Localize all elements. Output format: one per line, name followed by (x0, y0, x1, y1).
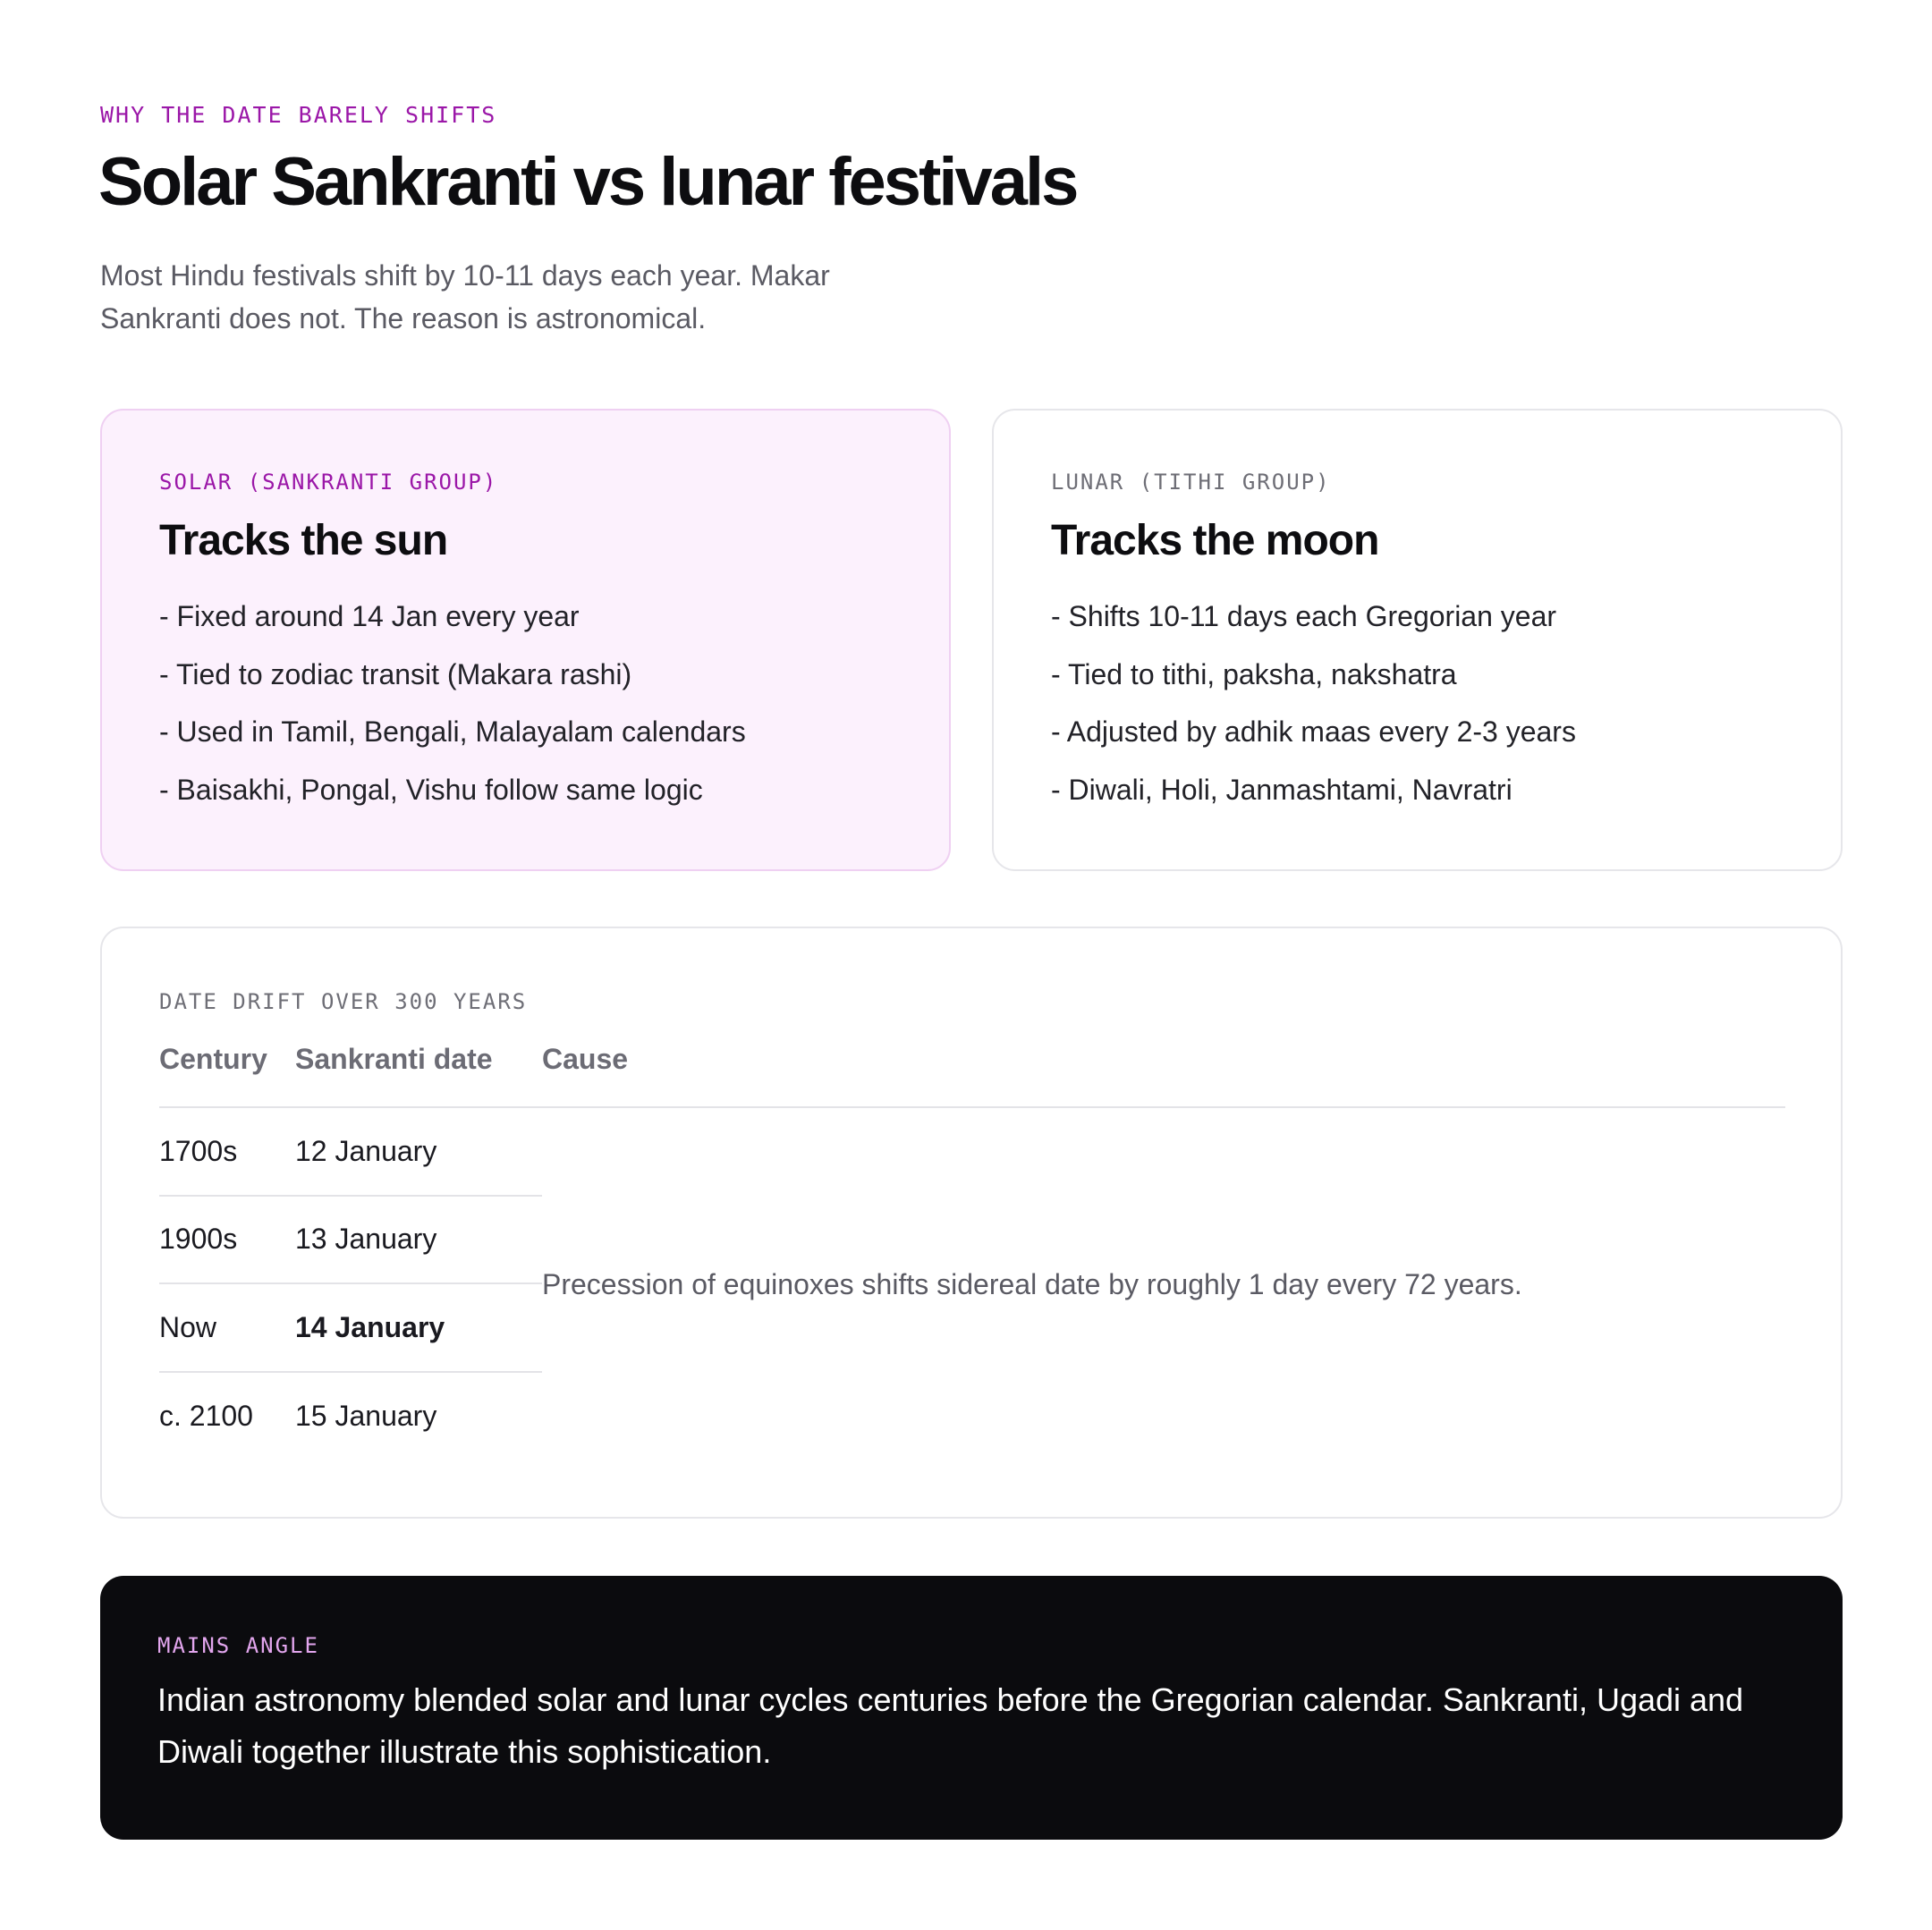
table-row (159, 1197, 542, 1285)
mains-angle-card (100, 1576, 1843, 1840)
list-item: - Fixed around 14 Jan every year (159, 600, 580, 632)
date-drift-card (100, 927, 1843, 1519)
lunar-card (992, 409, 1843, 871)
date-cell: 12 January (295, 1134, 437, 1167)
list-item: - Shifts 10-11 days each Gregorian year (1051, 600, 1557, 632)
century-cell: c. 2100 (159, 1400, 253, 1433)
table-body (159, 1108, 1785, 1460)
table-row (159, 1373, 542, 1461)
lunar-card-list (1051, 598, 1576, 829)
century-cell: 1900s (159, 1223, 238, 1256)
date-drift-table (159, 1039, 1785, 1460)
mains-angle-text: Indian astronomy blended solar and lunar cycles centuries before the Gregorian calendar. Sankranti, Ugadi and Diwali together illustrate this sophistication. (157, 1681, 1744, 1770)
century-cell: 1700s (159, 1134, 238, 1167)
cause-cell: Precession of equinoxes shifts sidereal date by roughly 1 day every 72 years. (542, 1267, 1522, 1300)
table-header (159, 1039, 1785, 1108)
solar-card-title: Tracks the sun (159, 517, 448, 564)
page-title: Solar Sankranti vs lunar festivals (98, 144, 1077, 220)
date-cell-highlighted: 14 January (295, 1310, 445, 1343)
list-item: - Used in Tamil, Bengali, Malayalam calendars (159, 715, 746, 748)
date-cell: 15 January (295, 1400, 437, 1433)
column-header-sankranti-date: Sankranti date (295, 1043, 493, 1075)
table-row-current (159, 1284, 542, 1373)
section-eyebrow: WHY THE DATE BARELY SHIFTS (100, 102, 497, 128)
list-item: - Baisakhi, Pongal, Vishu follow same logic (159, 773, 703, 806)
lunar-card-eyebrow: LUNAR (TITHI GROUP) (1051, 470, 1331, 495)
list-item: - Adjusted by adhik maas every 2-3 years (1051, 715, 1576, 748)
table-row (159, 1108, 542, 1197)
column-header-cause: Cause (542, 1043, 629, 1075)
date-drift-eyebrow: DATE DRIFT OVER 300 YEARS (159, 989, 528, 1014)
mains-angle-eyebrow: MAINS ANGLE (157, 1633, 319, 1658)
solar-card (100, 409, 951, 871)
list-item: - Tied to tithi, paksha, nakshatra (1051, 657, 1457, 690)
page-subtitle: Most Hindu festivals shift by 10-11 days each year. Makar Sankranti does not. The reason is astronomical. (100, 259, 830, 334)
list-item: - Tied to zodiac transit (Makara rashi) (159, 657, 632, 690)
solar-card-list (159, 598, 746, 829)
century-cell: Now (159, 1310, 217, 1343)
lunar-card-title: Tracks the moon (1051, 517, 1379, 564)
list-item: - Diwali, Holi, Janmashtami, Navratri (1051, 773, 1513, 806)
column-header-century: Century (159, 1043, 267, 1075)
solar-card-eyebrow: SOLAR (SANKRANTI GROUP) (159, 470, 498, 495)
date-cell: 13 January (295, 1223, 437, 1256)
